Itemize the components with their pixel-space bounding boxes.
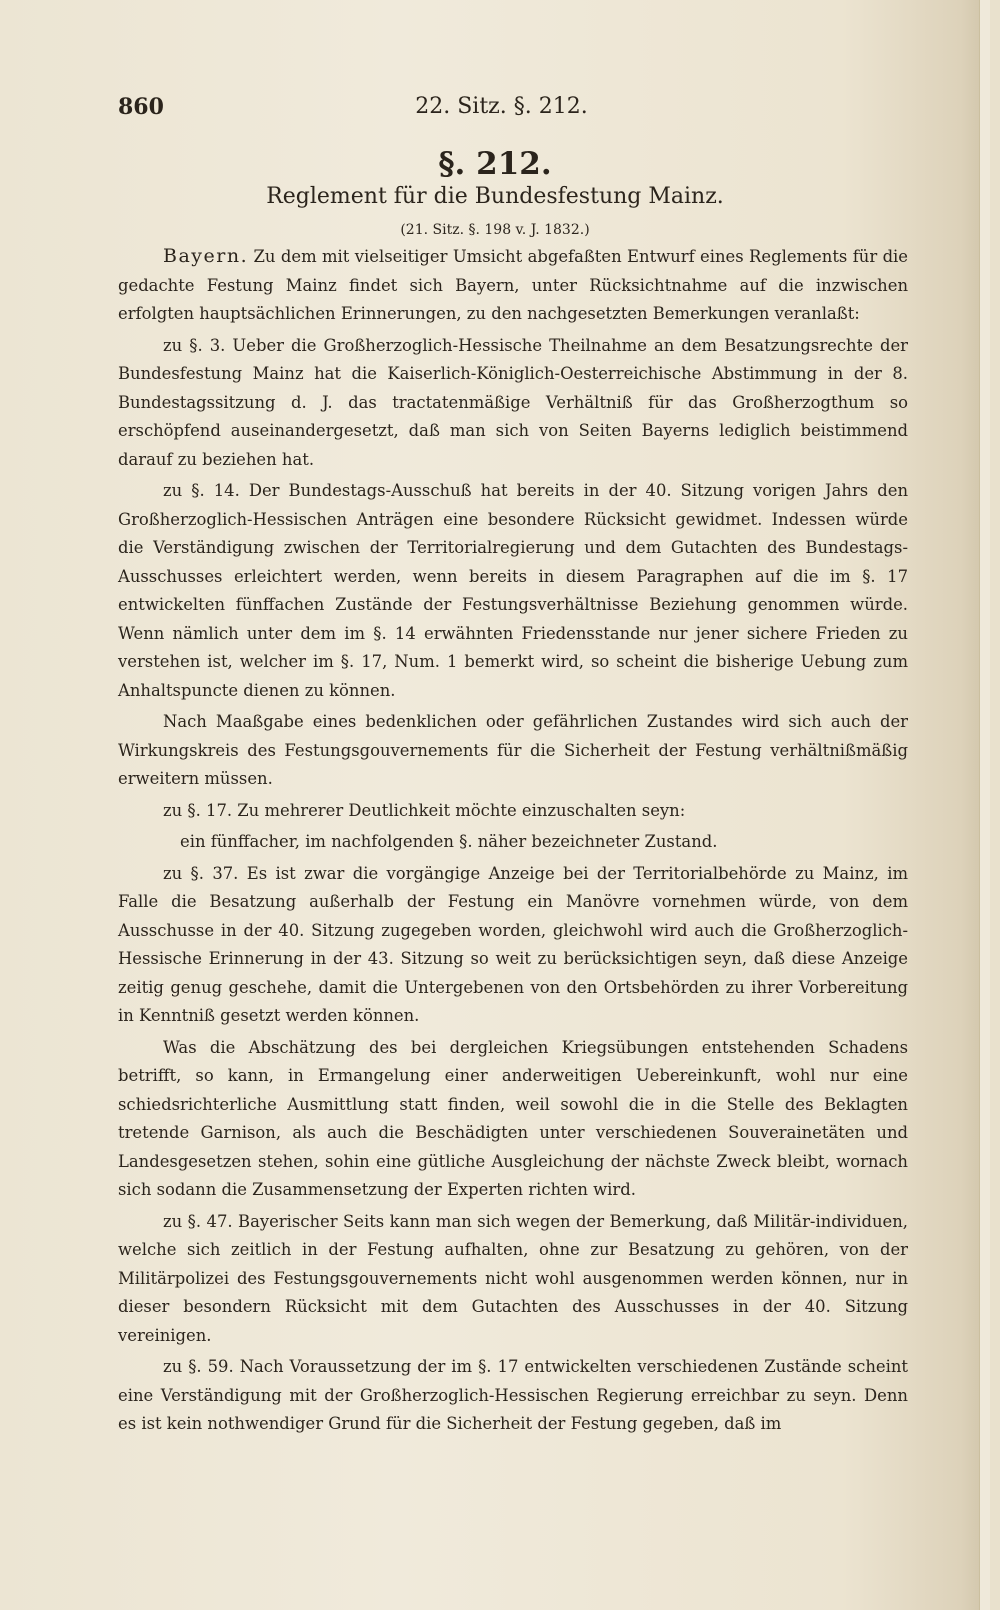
paragraph-lead: Bayern. <box>163 245 249 267</box>
paragraph-s17-insert: ein fünffacher, im nachfolgenden §. näher bezeichneter Zustand. <box>180 832 718 851</box>
section-subtitle: Reglement für die Bundesfestung Mainz. <box>266 184 724 209</box>
paragraph-s47: zu §. 47. Bayerischer Seits kann man sich wegen der Bemerkung, daß Militär-individuen, welche sich zeitlich in der Festung aufhalten, ohne zur Besatzung zu gehören, von der Militärpolizei des Festungsgouvernements nicht wohl ausgenommen werden können, nur in dieser besondern Rücksicht mit dem Gutachten des Ausschusses in der 40. Sitzung vereinigen. <box>118 1211 908 1345</box>
running-head: 22. Sitz. §. 212. <box>415 94 588 119</box>
page-number: 860 <box>118 94 164 120</box>
section-title: §. 212. <box>438 146 552 182</box>
paragraph-s14-cont: Nach Maaßgabe eines bedenklichen oder gefährlichen Zustandes wird sich auch der Wirkungskreis des Festungsgouvernements für die Sicherheit der Festung verhältnißmäßig erweitern müssen. <box>118 712 908 788</box>
paragraph-s14: zu §. 14. Der Bundestags-Ausschuß hat bereits in der 40. Sitzung vorigen Jahrs den Großherzoglich-Hessischen Anträgen eine besondere Rücksicht gewidmet. Indessen würde die Verständigung zwischen der Territorialregierung und dem Gutachten des Bundestags-Ausschusses erleichtert werden, wenn bereits in diesem Paragraphen auf die im §. 17 entwickelten fünffachen Zustände der Festungsverhältnisse Beziehung genommen würde. Wenn nämlich unter dem im §. 14 erwähnten Friedensstande nur jener sichere Frieden zu verstehen ist, welcher im §. 17, Num. 1 bemerkt wird, so scheint die bisherige Uebung zum Anhaltspuncte dienen zu können. <box>118 481 908 700</box>
body-text <box>118 242 908 1442</box>
paragraph-s37: zu §. 37. Es ist zwar die vorgängige Anzeige bei der Territorialbehörde zu Mainz, im Falle die Besatzung außerhalb der Festung ein Manövre vornehmen würde, von dem Ausschusse in der 40. Sitzung zugegeben worden, gleichwohl wird auch die Großherzoglich-Hessische Erinnerung in der 43. Sitzung so weit zu berücksichtigen seyn, daß diese Anzeige zeitig genug geschehe, damit die Untergebenen von den Ortsbehörden zu ihrer Vorbereitung in Kenntniß gesetzt werden können. <box>118 863 908 1025</box>
paragraph-s37-cont: Was die Abschätzung des bei dergleichen Kriegsübungen entstehenden Schadens betrifft, so kann, in Ermangelung einer anderweitigen Uebereinkunft, wohl nur eine schiedsrichterliche Ausmittlung statt finden, weil sowohl die in die Stelle des Beklagten tretende Garnison, als auch die Beschädigten unter verschiedenen Souverainetäten und Landesgesetzen stehen, sohin eine gütliche Ausgleichung der nächste Zweck bleibt, wornach sich sodann die Zusammensetzung der Experten richten wird. <box>118 1037 908 1199</box>
page-header <box>118 94 885 124</box>
paragraph-s59: zu §. 59. Nach Voraussetzung der im §. 17 entwickelten verschiedenen Zustände scheint eine Verständigung mit der Großherzoglich-Hessischen Regierung erreichbar zu seyn. Denn es ist kein nothwendiger Grund für die Sicherheit der Festung gegeben, daß im <box>118 1357 908 1433</box>
paragraph-s3: zu §. 3. Ueber die Großherzoglich-Hessische Theilnahme an dem Besatzungsrechte der Bundesfestung Mainz hat die Kaiserlich-Königlich-Oesterreichische Abstimmung in der 8. Bundestagssitzung d. J. das tractatenmäßige Verhältniß für das Großherzogthum so erschöpfend auseinandergesetzt, daß man sich von Seiten Bayerns lediglich beistimmend darauf zu beziehen hat. <box>118 335 908 469</box>
paragraph-text: Zu dem mit vielseitiger Umsicht abgefaßten Entwurf eines Reglements für die gedachte Festung Mainz findet sich Bayern, unter Rücksichtnahme auf die inzwischen erfolgten hauptsächlichen Erinnerungen, zu den nachgesetzten Bemerkungen veranlaßt: <box>118 247 908 323</box>
paragraph-bayern <box>118 242 908 329</box>
paragraph-s17: zu §. 17. Zu mehrerer Deutlichkeit möchte einzuschalten seyn: <box>163 800 686 820</box>
section-reference: (21. Sitz. §. 198 v. J. 1832.) <box>400 222 590 238</box>
page-edge <box>979 0 990 1610</box>
